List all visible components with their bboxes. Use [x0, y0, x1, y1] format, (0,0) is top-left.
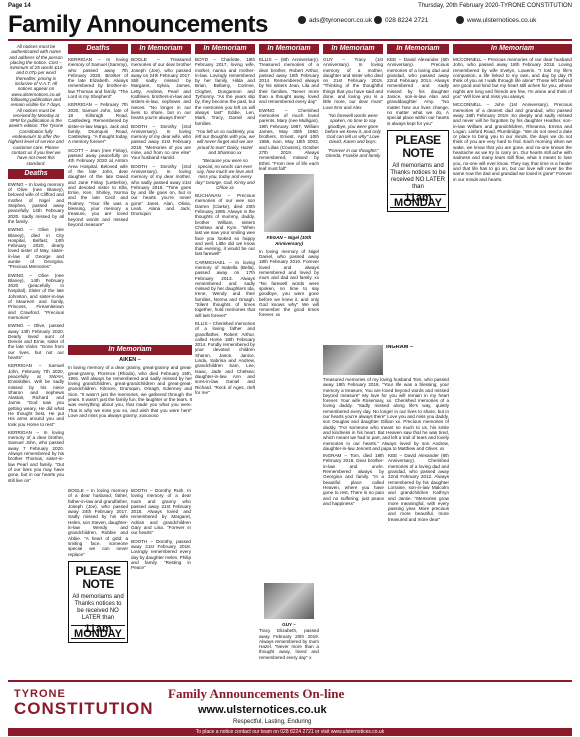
column-notices — [8, 44, 64, 674]
list-item: "You left us so suddenly, you left our thoughts with you, we will never forget and we are proud to own" Daisy, Hazel and Shannon xx — [195, 128, 255, 156]
list-item: EWING – Olive, passed away 14th February 2020. Dearly loved aunt of Dennis and Ernie, sister of the late Violet. "Gone from our lives, but not our hearts" — [8, 323, 64, 361]
ingram-text: Treasured memories of my loving husband Tom, who passed away 19th February 2018. "Your life was a blessing, your memory a treasure, You are loved beyond words and missed beyond measure" My love for you will remain in my heart forever. Your wife Rosemary, xx. Cherished memories of a loving daddy. "Sadly missed along life's way, quietly remembered every day. No longer in our lives to share, but in our hearts you're always there" Love you and miss you daddy, son Douglas and daughter Gillian xx. Precious memories of daddy. "For someone who meant so much to us, his smile and kindness in his heart. But Heaven saw that he was tired, which meant we had to part, and left a trail of tears and lovely memories in our hearts." Always loved by son Andrew, daughter-in-law Jennett and papa to Matthew and Oliver. xx — [323, 377, 449, 451]
phone-contact[interactable]: 028 8224 2721 — [374, 16, 428, 24]
column-deaths — [68, 44, 128, 344]
please-note-heading: PLEASE NOTE — [395, 132, 441, 160]
column-memoriam-f — [453, 44, 572, 674]
edition-date: Thursday, 20th February 2020-TYRONE CONSTITUTION — [418, 3, 572, 9]
deadline-label: 11am MONDAY — [390, 194, 446, 209]
list-item: "No farewell words were spoken, no time to say goodbye, you were gone before we knew it, and only God can tell us why" Love David, Karen and boys. — [325, 112, 381, 145]
please-note-box — [387, 130, 449, 213]
list-item: Tracy Elizabeth, passed away February 20th 2019. Always remembered by mum Hazel. "Never more than a thought away, loved and remembered every day" x — [259, 628, 319, 660]
please-note-body: All memoriams and Thanks notices to be received NO LATER than — [390, 162, 446, 190]
phone-icon — [374, 16, 382, 24]
advert-url[interactable]: www.ulsternotices.co.uk — [198, 704, 327, 716]
list-item: EWING – Olive (née Blaney), died in City Hospital, Belfast, 14th February 2020, dearly loved sister of May, sister-in-law of George and auntie of Georgina. "Precious Memories" — [8, 227, 64, 270]
list-item: INGRAM – Tom, died 19th February 2018. Dear brother-in-law and uncle. Remembered always by Georgina and family. "In a beautiful place called Heaven, where you have gone to rest, There is no pain and no suffering, just peace and happiness" — [323, 453, 384, 506]
photo-caption: FEGAN – Nigel (10th Anniversary) — [266, 235, 312, 246]
aiken-notice — [68, 345, 192, 485]
email-icon — [298, 16, 306, 24]
column-booth — [131, 488, 191, 678]
aiken-text: In loving memory of a dear granny, great-granny and great-great-granny, Florence (Rhoda), who died February 15th, 1991. Will always be remembered and sadly missed by her loving grandchildren, great-grandchildren and great-great-grandchildren. Kilmore, Drumquin, Omagh, Edenney and Sion. "It wasn't just the memories, we gathered through the years. It wasn't just the family fun, the laughter or the tears. It was everything about you, that made you what you were. That is why we miss you so, and wish that you were here" Love and miss you always granny, xoxoxoxo — [68, 365, 192, 418]
website-contact[interactable]: www.ulsternotices.co.uk — [456, 16, 536, 24]
list-item: KEE – David Alexander (6th Anniversary). Precious memories of a loving dad and grandad, who passed away 22nd February 2014. Always remembered and sadly missed by his daughter Janice, son-in-law Alan and granddaughter Amy. "No matter how our lives change, no matter what we do, A special place within our hearts is always kept for you" — [387, 57, 449, 126]
list-item: EWING – Cherished memories of much loved parents, Mary (nee Mulligan), 19th February 1987, William James, May 30th 1950, brothers, Ernest, April 10th 1986, Ivan, May 18th 2003, and Lilias (Cousins), October 27th 2019. Always remembered, missed by Ethel. "From tree of life each leaf must fall" — [259, 107, 319, 171]
list-item: "Because you were so special, no words can ever say, how much we love and miss you, today and every day" George, Gail, Kirsty and Chloe xx — [195, 158, 255, 190]
portrait-photo — [264, 583, 314, 619]
memoriam-band: In Memoriam — [68, 345, 192, 355]
memoriam-band: In Memoriam — [453, 44, 572, 54]
page-number: Page 14 — [8, 3, 31, 9]
list-item: KERRIGAN – February 7th 2020, Samuel John, late of 18 Killoragh Road, Castlederg. Remembered by sister-in-law Margo, Jack and family, Drumquin Road, Castlederg. "A thought today, A memory forever" — [68, 102, 128, 145]
list-item: BUCHANAN – Precious memories of our wee son Darren (Clarke), died 20th February 1985. Always in the thoughts of mummy, daddy, brother William, sisters Chelsea and Kym. "When last we saw your smiling wee face you looked so happy and well. Little did we know that evening, it would be our last farewell" — [195, 193, 255, 257]
aiken-title: AIKEN – — [119, 357, 141, 363]
list-item: In loving memory of Nigel Daniel, who passed away 18th February 2010. Forever loved and always remembered and loved by mum and dad and family. xx "No farewell words were spoken, no time to say goodbye, you were gone before we knew it, and only God knows why" We will remember the good times forever. xx — [259, 248, 319, 318]
list-item: BOOTH – Dorothy (2nd Anniversary). In loving memory of my dear wife, who passed away 21st February 2018. "Memories of you are mine, and from no one else" Your husband Harold. — [131, 123, 191, 161]
list-item: BOGLE – In loving memory of a dear husband, father, father-in-law and grandfather, Joseph (Joe), who passed away 24th February 2017. Sadly missed by his wife Helen, son Steven, daughter-in-law Wendy and grandchildren, Robbie and Abbie. "A heart of gold, a smiling face, someone special we can never replace" — [68, 488, 128, 557]
list-item: EWING – In loving memory of Olive (nee Blaney), beloved wife of Clifford and mother of Nigel and Stephen, passed away peacefully 14th February 2020. Sadly missed by all the family. — [8, 181, 64, 224]
portrait-photo — [323, 345, 383, 375]
email-contact[interactable]: ads@tyronecon.co.uk — [298, 16, 372, 24]
deadline-label: 11am MONDAY — [71, 625, 125, 640]
list-item: KERRIGAN – Samuel John, February 7th 2020, peacefully at SWAH, Enniskillen. Will be sadly missed by his niece Sharon and nephews Alastair, Richard and Jamie. "God saw you getting weary, He did what He thought best, He put His arms around you and took you Home to rest" — [8, 363, 64, 427]
list-item: ELLIS – (6th Anniversary). Treasured memories of a dear brother, Robert Arthur, passed away 18th February 2014. Remembered always by his sisters Jean, Lila and their families. "Never more than a thought away, loved and remembered every day" — [259, 57, 319, 105]
column-memoriam-b — [195, 44, 255, 674]
advert-contact-bar: To place a notice contact our team on 028 8224 2721 or visit www.ulsternotices.co.uk — [8, 728, 572, 736]
list-item: BOOTH – Dorothy Ruth. In loving memory of a dear mum and granny who passed away 21st February 2018. Always loved and remembered by Margaret, Adrian and grandchildren Gary and Lisa. "Forever in our hearts" — [131, 488, 191, 536]
submission-info: All notices must be authenticated with name and address of the person placing the notice. Cost – minimum of 25 words £10 and 0.07p per word thereafter, pricing is inclusive of V.A.T. All notices appear on www.ulsternotices.co.uk following publication and remain visible for 7 days. All notices must be received by Monday at 5PM for publication in the week's edition. The Tyrone Constitution fully endeavours to offer the highest level of service and customer care. Please contact us if you feel we have not meet this standard. — [8, 44, 64, 166]
list-item: BOOTH – Dorothy (2nd Anniversary). In loving memory of my dear mother, who sadly passed away 21st February 2018. "Time goes by and life goes on, but in our hearts you're never gone" Janet, Alan, Olivia, Leah, Alana and Jack, Drumquin — [131, 163, 191, 217]
memoriam-band: In Memoriam — [387, 44, 449, 54]
column-memoriam-d — [323, 44, 383, 344]
list-item: GUY – Tracy (1st Anniversary). In loving memory of a mother, daughter and sister who died on 21st February 2019. "Thinking of the thoughtful things that you have said and done, and loving you is a little more, our dear mum" Love Emr and Alex — [323, 57, 383, 110]
list-item: KEE – David Alexander (6th Anniversary). Cherished memories of a loving dad and grandad, who passed away 22nd February 2012. Always remembered by his daughter Lorraine, son-in-law Malcolm and grandchildren Kathryn and Jamie. "Memories grow more meaningful, with every passing year. More precious and more beautiful, more treasured and more dear" — [388, 453, 449, 522]
please-note-box — [68, 561, 128, 644]
logo-line1: TYRONE — [14, 688, 66, 700]
column-bogle — [68, 488, 128, 678]
deaths-band: Deaths — [68, 44, 128, 54]
column-memoriam-a — [131, 44, 191, 344]
advert-slogan: Respectful, Lasting, Enduring — [233, 719, 312, 725]
guy-notice — [259, 580, 319, 678]
portrait-photo — [264, 174, 314, 232]
memoriam-band: In Memoriam — [195, 44, 255, 54]
list-item: "Forever in our thoughts" Glenda, Frankie and family — [325, 147, 381, 159]
memoriam-band: In Memoriam — [259, 44, 319, 54]
ingram-title: INGRAM – — [386, 345, 413, 350]
logo-line2: CONSTITUTION — [14, 699, 154, 718]
memoriam-band: In Memoriam — [131, 44, 191, 54]
deaths-heading: Deaths — [8, 169, 64, 179]
list-item: BOGLE – Treasured memories of our dear brother Joseph (Joe), who passed away on 24th February 2017. Still sadly missed by Margaret, Sylvia, James, Letty, Andrew, Pearl and Kathleen, brothers-in-law and sisters-in-law, nephews and nieces. "No longer in our lives to share, but in our hearts you're always there" — [131, 57, 191, 121]
guy-caption: GUY – — [282, 622, 296, 627]
list-item: ELLIS – Cherished memories of a loving father and grandfather, Robert Arthur, called Home 18th February 2014. Fondly remembered by your devoted children Sharon, Jason, Janice, Linda, Sabrina and Andrew, grandchildren Sam, Lee, Isaac, Jade and Chelsea; daughter-in-law Ann and sons-in-law Daniel and Richard. "Rock of Ages, cleft for me" — [195, 320, 255, 395]
list-item: CARMICHAEL – In loving memory of Isabella (Bella), passed away on 17th February 2013. Always remembered and sadly missed by her daughters Ida, Irene, Wendy and their families, Norma and Omagh. "Silent thoughts of times together, hold memories that will last forever" — [195, 259, 255, 318]
globe-icon — [456, 16, 464, 24]
footer-advert — [8, 680, 572, 736]
column-memoriam-c — [259, 44, 319, 534]
memoriam-band: In Memoriam — [323, 44, 383, 54]
advert-title: Family Announcements On-line — [168, 686, 345, 701]
list-item: EWING – Olive (nee Blaney), 14th February 2020 (peacefully in hospital). Sister of the late Johnston, and sister-in-law of Maureen and family, Princess, Fireamletown and Crawford. "Precious memories" — [8, 272, 64, 320]
page-title: Family Announcements — [8, 11, 268, 38]
list-item: KERRIGAN – In loving memory of a dear brother, Samuel John, who passed away 7 February 2020. Always remembered by his brother Thomas, sister-in-law Pearl and family. "Out of our lives you may have gone, but in our hearts you still live on" — [8, 429, 64, 483]
list-item: BOYD – Charlotte, 18th February 2017, loving wife, mother, nanna and mother-in-law. Lovingly remembered by her family, Hilda and Brian, Bellamy, Corinne, Clogher, Dungannon and Tyrhonny. "As the years slip by, they become the past, but the memories you left us will always last" Eddie, Len, Mark, Tracy, Daniel and families. — [195, 57, 255, 126]
column-memoriam-e — [387, 44, 449, 334]
please-note-heading: PLEASE NOTE — [75, 563, 121, 591]
ingram-notice — [323, 345, 449, 645]
list-item: MCCONNELL – John (1st Anniversary). Precious memories of a dearest dad and grandad, who passed away 18th February 2019. So deeply and sadly missed and never will be forgotten by his daughter Heather, son-in-law William and grandchildren, Rheanna, Emma and Logan. Lisford Road, Plumbridge. "We do not need a date or place to bring you to our minds, the days we do not think of you are very hard to find. Each morning when we wake, we know that you are gone, and no-one knows the heartache as we try to carry on. Our hearts still ache with sadness and many tears still flow, what it meant to lose you, no-one will ever know. They say that time is a healer and that life has to go on, but our love will never be the same now the dad and grandad we loved is gone" Forever in our minds and hearts. — [453, 102, 572, 182]
please-note-body: All memoriams and Thanks notices to be received NO LATER than — [72, 593, 124, 621]
newspaper-logo — [14, 688, 154, 718]
header-rule — [8, 39, 572, 41]
list-item: KERRIGAN – In loving memory of Samuel (Sammy), who passed away 7th February 2020. Brother of the late Elizabeth. Always remembered by brother-in-law Thomas and family. "The Lord is my Shepherd" — [68, 57, 128, 100]
list-item: BOOTH – Dorothy, passed away 21st February 2018. Lovingly remembered every day by daughter Helen, Philip and family. "Resting in Peace" — [131, 538, 191, 571]
list-item: SCOTT – Jean (nee Finlay), passed away peacefully on 4th February 2020 at Antrim Area Hospital. Beloved wife of the late John, dear daughter of the late David and Jane Finlay (Letterbin), and devoted sister to Ella, Ernie, Ken, Shirley, Norma and the late Cecil and Rodney. "Your life was a blessing, your memory a treasure, you are loved beyond words and missed beyond measure" — [68, 147, 128, 227]
list-item: MCCONNELL – Precious memories of our dear husband John, who passed away 18th February 2018. Loving remembered by wife Evelyn, Lowerin. "I lost my life's companion, a life linked to my own, and day by day I'll think of you as I walk through life alone" Those left behind are good and kind but my heart still aches for you, whose nights are long and friends are few, I'm alone and think of you" Will love and miss you always. — [453, 57, 572, 100]
